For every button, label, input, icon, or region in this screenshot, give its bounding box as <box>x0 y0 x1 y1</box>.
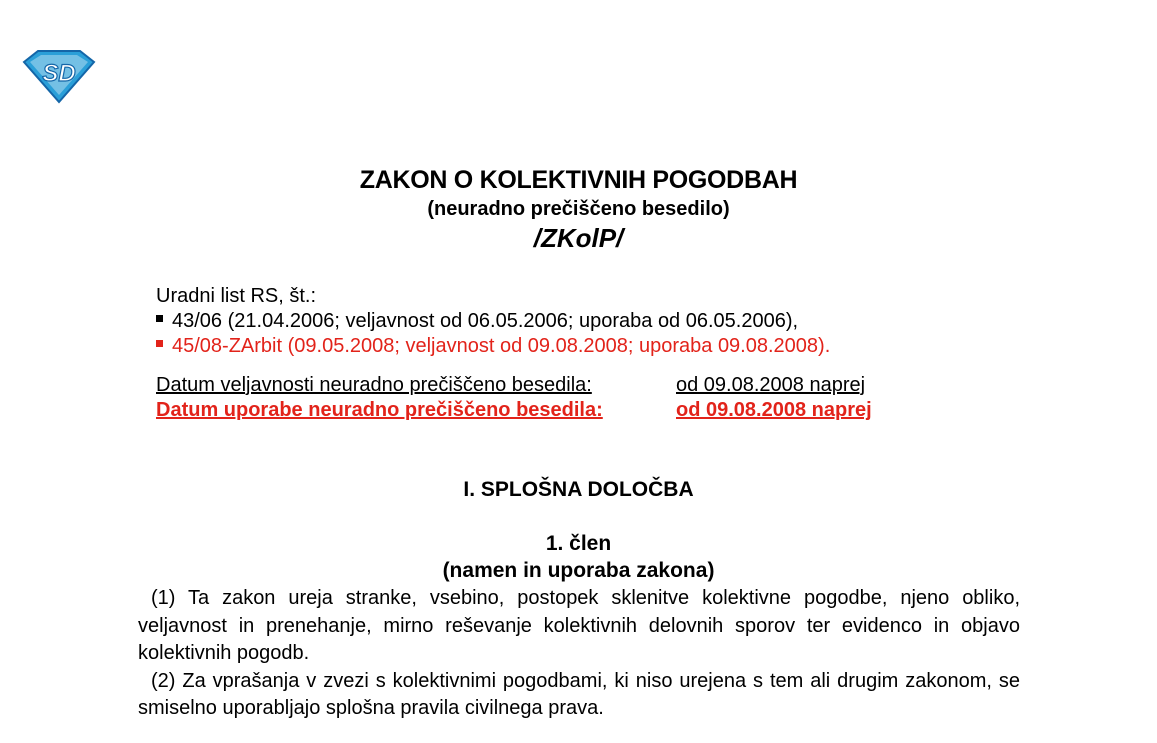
dates-block <box>156 373 872 423</box>
validity-date-row <box>156 373 872 398</box>
application-date-value: od 09.08.2008 naprej <box>676 399 872 421</box>
article-title: (namen in uporaba zakona) <box>442 559 715 582</box>
validity-date-label: Datum veljavnosti neuradno prečiščeno besedila: <box>156 374 592 396</box>
gazette-entry-text: 45/08-ZArbit (09.05.2008; veljavnost od 09.08.2008; uporaba 09.08.2008). <box>172 335 831 357</box>
official-gazette-block <box>156 284 830 359</box>
article-body <box>138 585 1020 723</box>
article-paragraph: (1) Ta zakon ureja stranke, vsebino, postopek sklenitve kolektivne pogodbe, njeno obliko, veljavnost in prenehanje, mirno reševanje kolektivnih delovnih sporov ter evidenco in objavo kolektivnih pogodb. <box>138 587 1020 664</box>
gazette-entry <box>156 309 830 334</box>
sd-logo <box>22 48 96 104</box>
document-subtitle: (neuradno prečiščeno besedilo) <box>427 198 730 220</box>
gazette-label: Uradni list RS, št.: <box>156 285 317 307</box>
gazette-entry-amendment <box>156 334 830 359</box>
gazette-entry-text: 43/06 (21.04.2006; veljavnost od 06.05.2006; uporaba od 06.05.2006), <box>172 310 799 332</box>
validity-date-value: od 09.08.2008 naprej <box>676 374 866 396</box>
law-abbreviation: /ZKolP/ <box>533 223 624 253</box>
article-number: 1. člen <box>545 532 612 555</box>
document-title: ZAKON O KOLEKTIVNIH POGODBAH <box>359 166 798 194</box>
logo-text: SD <box>42 60 76 87</box>
bullet-icon <box>156 315 163 322</box>
article-paragraph: (2) Za vprašanja v zvezi s kolektivnimi pogodbami, ki niso urejena s tem ali drugim zakonom, se smiselno uporabljajo splošna pravila civilnega prava. <box>138 669 1020 719</box>
application-date-label: Datum uporabe neuradno prečiščeno besedila: <box>156 399 603 421</box>
application-date-row <box>156 398 872 423</box>
section-heading: I. SPLOŠNA DOLOČBA <box>463 478 694 501</box>
bullet-icon <box>156 340 163 347</box>
